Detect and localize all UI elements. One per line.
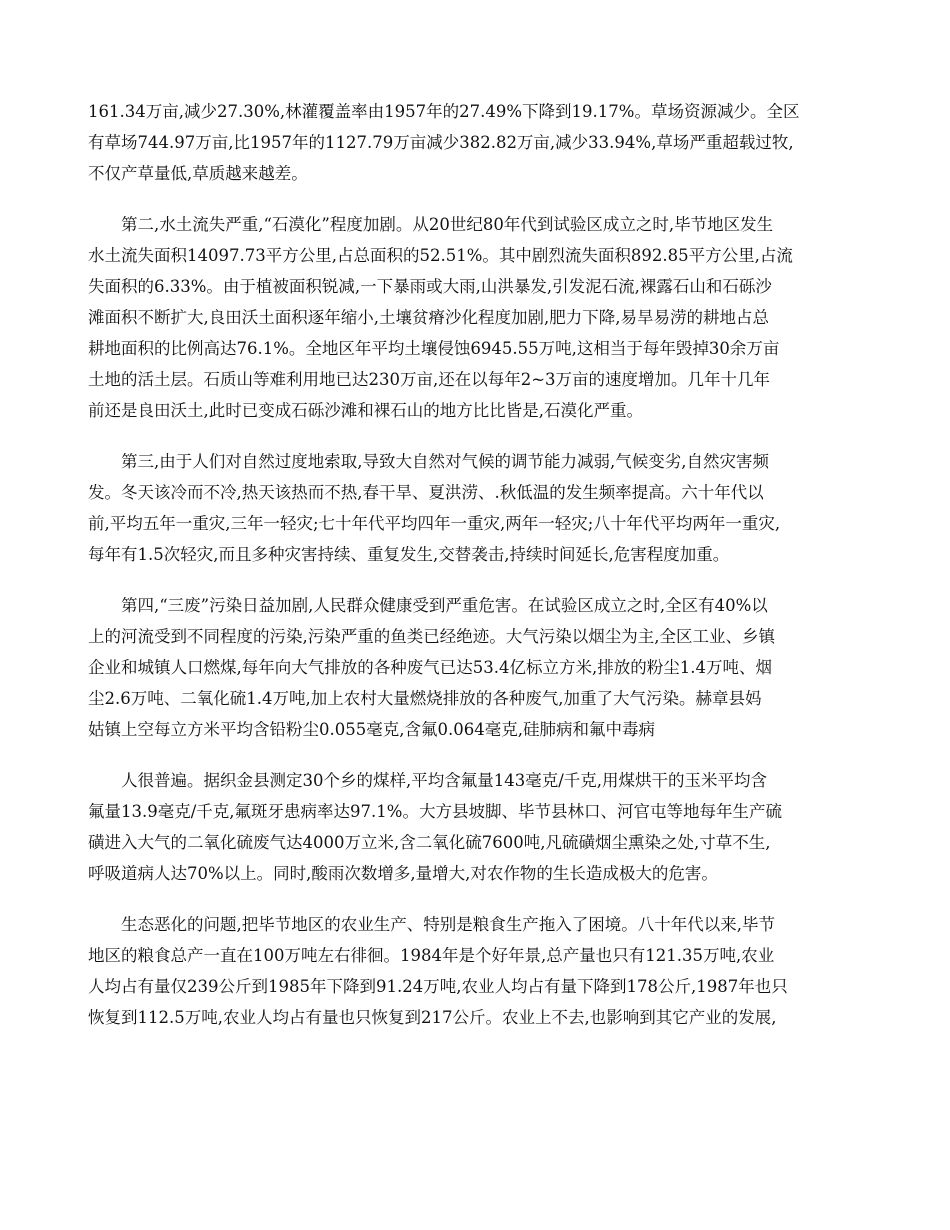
paragraph-fluorosis: 人很普遍。据织金县测定30个乡的煤样,平均含氟量143毫克/千克,用煤烘干的玉米平均含 氟量13.9毫克/千克,氟斑牙患病率达97.1%。大方县坡脚、毕节县林口、河官屯等地每年生产硫 磺进入大气的二氧化硫废气达4000万立米,含二氧化硫7600吨,凡硫磺烟尘熏染之处,寸草不生, 呼吸道病人达70%以上。同时,酸雨次数增多,量增大,对农作物的生长造成极大的危害。 — [88, 771, 782, 883]
paragraph-grassland: 161.34万亩,减少27.30%,林灌覆盖率由1957年的27.49%下降到19.17%。草场资源减少。全区 有草场744.97万亩,比1957年的1127.79万亩减少382.82万亩,减少33.94%,草场严重超载过牧, 不仅产草量低,草质越来越差。 — [88, 102, 800, 183]
paragraph-pollution: 第四,“三废”污染日益加剧,人民群众健康受到严重危害。在试验区成立之时,全区有40%以 上的河流受到不同程度的污染,污染严重的鱼类已经绝迹。大气污染以烟尘为主,全区工业、乡镇 企业和城镇人口燃煤,每年向大气排放的各种废气已达53.4亿标立方米,排放的粉尘1.4万吨、烟 尘2.6万吨、二氧化硫1.4万吨,加上农村大量燃烧排放的各种废气,加重了大气污染。赫章县妈 姑镇上空每立方米平均含铅粉尘0.055毫克,含氟0.064毫克,硅肺病和氟中毒病 — [88, 596, 775, 739]
paragraph-soil-erosion: 第二,水土流失严重,“石漠化”程度加剧。从20世纪80年代到试验区成立之时,毕节地区发生 水土流失面积14097.73平方公里,占总面积的52.51%。其中剧烈流失面积892.85平方公里,占流 失面积的6.33%。由于植被面积锐减,一下暴雨或大雨,山洪暴发,引发泥石流,裸露石山和石砾沙 滩面积不断扩大,良田沃土面积逐年缩小,土壤贫瘠沙化程度加剧,肥力下降,易旱易涝的耕地占总 耕地面积的比例高达76.1%。全地区年平均土壤侵蚀6945.55万吨,这相当于每年毁掉30余万亩 土地的活土层。石质山等难利用地已达230万亩,还在以每年2~3万亩的速度增加。几年十几年 前还是良田沃土,此时已变成石砾沙滩和裸石山的地方比比皆是,石漠化严重。 — [88, 215, 793, 420]
paragraph-agriculture: 生态恶化的问题,把毕节地区的农业生产、特别是粮食生产拖入了困境。八十年代以来,毕节 地区的粮食总产一直在100万吨左右徘徊。1984年是个好年景,总产量也只有121.35万吨,农业 人均占有量仅239公斤到1985年下降到91.24万吨,农业人均占有量下降到178公斤,1987年也只 恢复到112.5万吨,农业人均占有量也只恢复到217公斤。农业上不去,也影响到其它产业的发展, — [88, 915, 788, 1027]
paragraph-climate: 第三,由于人们对自然过度地索取,导致大自然对气候的调节能力减弱,气候变劣,自然灾害频 发。冬天该冷而不冷,热天该热而不热,春干旱、夏洪涝、.秋低温的发生频率提高。六十年代以 前,平均五年一重灾,三年一轻灾;七十年代平均四年一重灾,两年一轻灾;八十年代平均两年一重灾, 每年有1.5次轻灾,而且多种灾害持续、重复发生,交替袭击,持续时间延长,危害程度加重。 — [88, 452, 781, 564]
document-body — [88, 96, 858, 1053]
